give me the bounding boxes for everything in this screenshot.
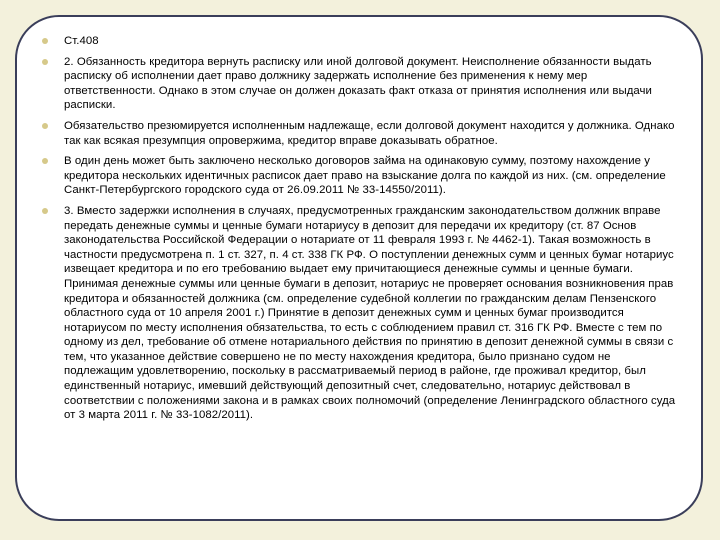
list-item-text: 3. Вместо задержки исполнения в случаях, предусмотренных гражданским законодательством должник вправе передать денежные суммы и ценные бумаги нотариусу в депозит для передачи их кредитору (ст. 87 Основ законодательства Российской Федерации о нотариате от 11 февраля 1993 г. № 4462-1). Такая возможность в частности предусмотрена п. 1 ст. 327, п. 4 ст. 338 ГК РФ. О поступлении денежных сумм и ценных бумаг нотариус извещает кредитора и по его требованию выдает ему причитающиеся денежные суммы и ценные бумаги. Принимая денежные суммы или ценные бумаги в депозит, нотариус не проверяет основания возникновения прав кредитора и обязанностей должника (см. определение судебной коллегии по гражданским делам Пензенского областного суда от 10 апреля 2001 г.) Принятие в депозит денежных сумм и ценных бумаг производится нотариусом по месту исполнения обязательства, то есть с соблюдением правил ст. 316 ГК РФ. Вместе с тем по одному из дел, требование об отмене нотариального действия по принятию в депозит денежной суммы в связи с тем, что указанное действие совершено не по месту нахождения кредитора, было признано судом не подлежащим удовлетворению, поскольку в рассматриваемый период в районе, где проживал кредитор, был единственный нотариус, имевший действующий депозитный счет, следовательно, нотариус действовал в соответствии с положениями закона и в рамках своих полномочий (определение Ленинградского областного суда от 3 марта 2011 г. № 33-1082/2011). [64,204,676,422]
list-item-text: 2. Обязанность кредитора вернуть расписку или иной долговой документ. Неисполнение обязанности выдать расписку об исполнении дает право должнику задержать исполнение без применения к нему мер ответственности. Однако в этом случае он должен доказать факт отказа от принятия исполнения или выдачи расписки. [64,55,652,112]
list-item-text: Обязательство презюмируется исполненным надлежаще, если долговой документ находится у должника. Однако так как всякая презумпция опровержима, кредитор вправе доказывать обратное. [64,119,675,147]
list-item [42,119,682,148]
list-item-text: Ст.408 [64,35,99,47]
list-item-text: В один день может быть заключено несколько договоров займа на одинаковую сумму, поэтому нахождение у кредитора нескольких идентичных расписок дает право на взыскание долга по каждой из них. (см. определение Санкт-Петербургского городского суда от 26.09.2011 № 33-14550/2011). [64,155,666,197]
bullet-dot-icon [42,208,48,214]
list-item [42,204,682,423]
bullet-dot-icon [42,158,48,164]
bullet-dot-icon [42,59,48,65]
list-item [42,34,682,49]
list-item [42,55,682,113]
bullet-dot-icon [42,38,48,44]
bullet-dot-icon [42,123,48,129]
list-item [42,154,682,198]
bullet-list [42,34,682,429]
